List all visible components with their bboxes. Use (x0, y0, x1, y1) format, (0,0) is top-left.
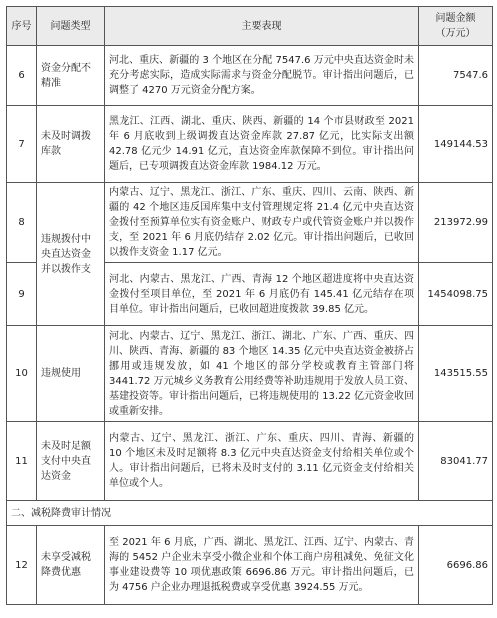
row-description: 河北、内蒙古、黑龙江、广西、青海 12 个地区超进度将中央直达资金拨付至项目单位，至 2021 年 6 月底仍有 145.41 亿元结存在项目单位。审计指出问题后，已收回超进度拨款 39.85 亿元。 (105, 263, 419, 326)
row-number: 6 (7, 46, 37, 106)
row-description: 黑龙江、江西、湖北、重庆、陕西、新疆的 14 个市县财政至 2021 年 6 月底收到上级调拨直达资金库款 27.87 亿元，比实际支出额 42.78 亿元少 14.91 亿元，直达资金库款保障不到位。审计指出问题后，已专项调拨直达资金库款 1984.12 万元。 (105, 106, 419, 183)
header-serial-number: 序号 (7, 7, 37, 46)
row-description: 河北、重庆、新疆的 3 个地区在分配 7547.6 万元中央直达资金时未充分考虑实际，造成实际需求与资金分配脱节。审计指出问题后，已调整了 4270 万元资金分配方案。 (105, 46, 419, 106)
row-amount: 143515.55 (419, 326, 493, 422)
row-number: 12 (7, 526, 37, 605)
row-amount: 83041.77 (419, 422, 493, 501)
row-amount: 213972.99 (419, 183, 493, 263)
header-main-description: 主要表现 (105, 7, 419, 46)
table-row (7, 183, 493, 263)
row-issue-type: 资金分配不精准 (37, 46, 105, 106)
row-description: 河北、内蒙古、辽宁、黑龙江、浙江、湖北、广东、广西、重庆、四川、陕西、青海、新疆的 83 个地区 14.35 亿元中央直达资金被挤占挪用或违规发放，如 41 个地区的部分学校或教育主管部门将 3441.72 万元城乡义务教育公用经费等补助违规用于发放人员工资、基建投资等。审计指出问题后，已将违规使用的 13.22 亿元资金收回或重新安排。 (105, 326, 419, 422)
table-row (7, 46, 493, 106)
section-title: 二、减税降费审计情况 (7, 501, 493, 526)
header-amount (419, 7, 493, 46)
row-description: 至 2021 年 6 月底，广西、湖北、黑龙江、江西、辽宁、内蒙古、青海的 5452 户企业未享受小微企业和个体工商户房租减免、免征文化事业建设费等 10 项优惠政策 6696.86 万元。审计指出问题后，已为 4756 户企业办理退抵税费或享受优惠 3924.55 万元。 (105, 526, 419, 605)
row-number: 7 (7, 106, 37, 183)
row-amount: 6696.86 (419, 526, 493, 605)
row-issue-type: 未及时调拨库款 (37, 106, 105, 183)
row-description: 内蒙古、辽宁、黑龙江、浙江、广东、重庆、四川、云南、陕西、新疆的 42 个地区违反国库集中支付管理规定将 21.4 亿元中央直达资金拨付至预算单位实有资金账户、财政专户或代管资金账户并以拨作支，至 2021 年 6 月底仍结存 2.02 亿元。审计指出问题后，已收回以拨作支资金 1.17 亿元。 (105, 183, 419, 263)
row-number: 10 (7, 326, 37, 422)
row-amount: 149144.53 (419, 106, 493, 183)
row-number: 9 (7, 263, 37, 326)
row-amount: 1454098.75 (419, 263, 493, 326)
header-amount-line2: （万元） (435, 28, 476, 39)
row-description: 内蒙古、辽宁、黑龙江、浙江、广东、重庆、四川、青海、新疆的 10 个地区未及时足额将 8.3 亿元中央直达资金支付给相关单位或个人。审计指出问题后，已将未及时支付的 3.11 亿元资金支付给相关单位或个人。 (105, 422, 419, 501)
table-row (7, 422, 493, 501)
audit-issues-table (6, 6, 493, 605)
row-issue-type: 违规使用 (37, 326, 105, 422)
table-row (7, 526, 493, 605)
row-issue-type: 违规拨付中央直达资金并以拨作支 (37, 183, 105, 326)
header-amount-line1: 问题金额 (435, 13, 476, 24)
header-issue-type: 问题类型 (37, 7, 105, 46)
row-number: 8 (7, 183, 37, 263)
row-issue-type: 未及时足额支付中央直达资金 (37, 422, 105, 501)
table-row (7, 326, 493, 422)
row-number: 11 (7, 422, 37, 501)
section-header-row (7, 501, 493, 526)
table-row (7, 106, 493, 183)
row-amount: 7547.6 (419, 46, 493, 106)
row-issue-type: 未享受减税降费优惠 (37, 526, 105, 605)
table-header-row (7, 7, 493, 46)
